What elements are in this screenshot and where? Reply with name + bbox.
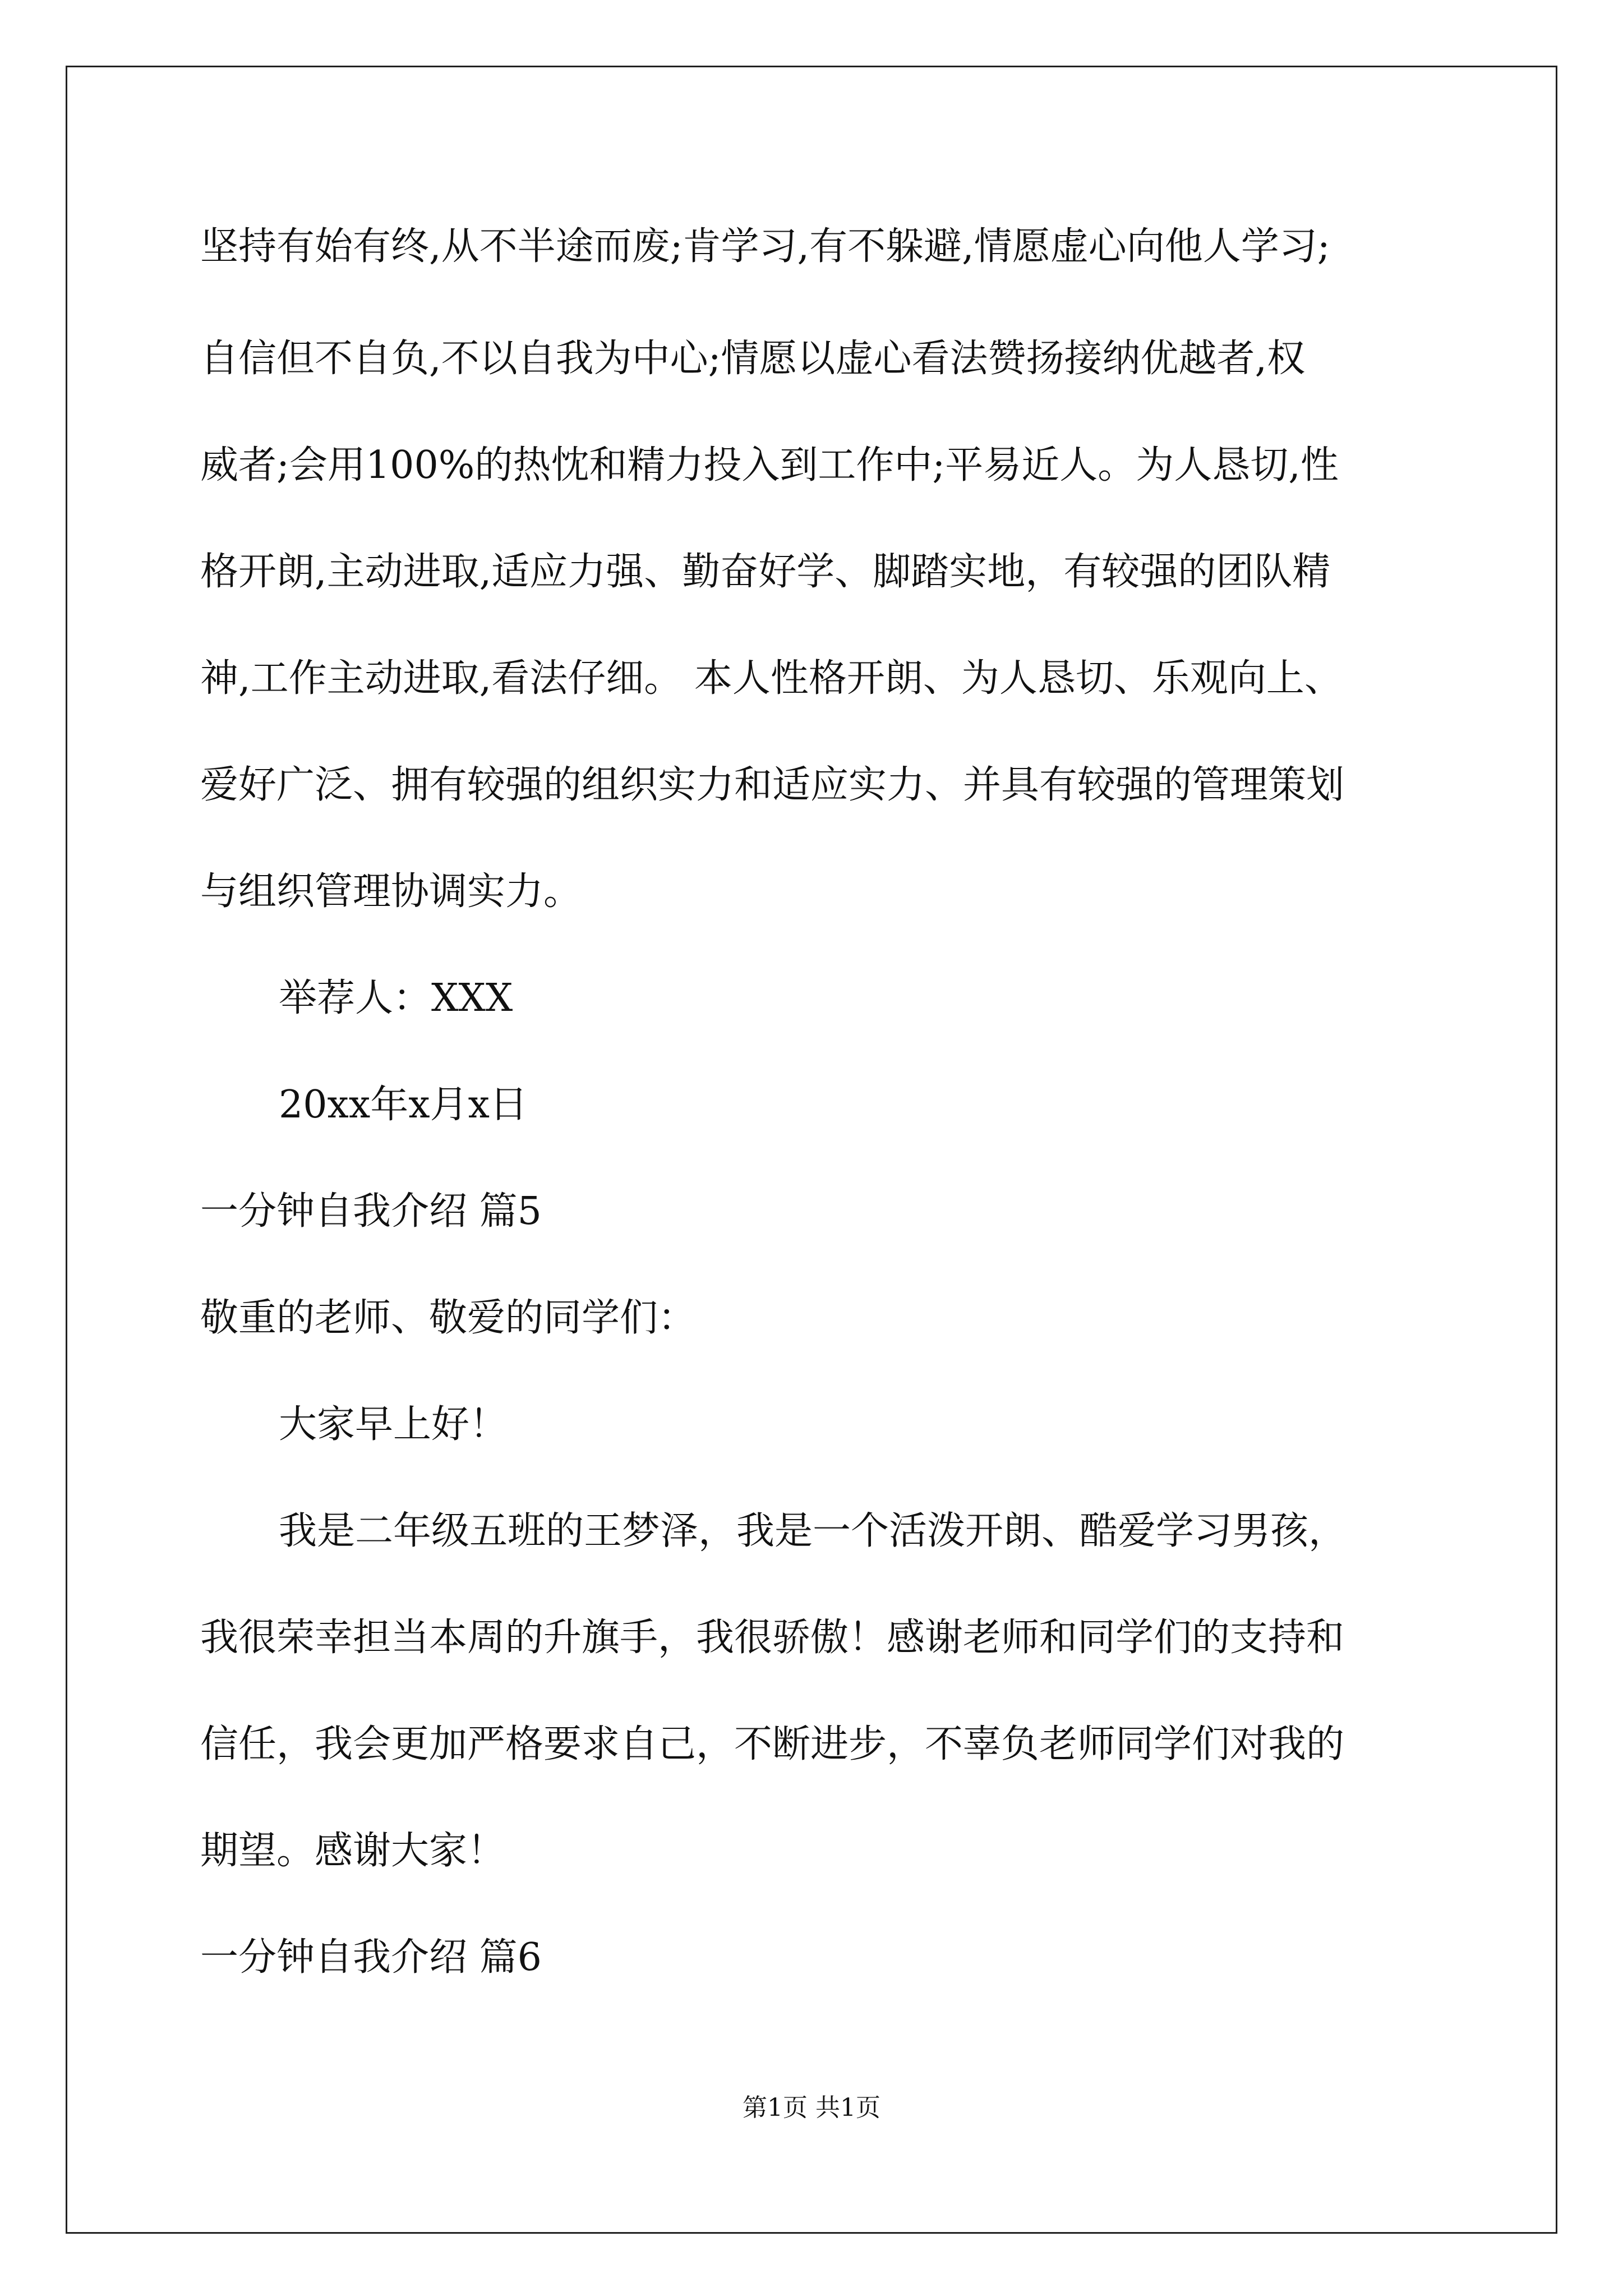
body-line: 爱好广泛、拥有较强的组织实力和适应实力、并具有较强的管理策划	[200, 763, 1345, 807]
body-line: 自信但不自负,不以自我为中心;情愿以虚心看法赞扬接纳优越者,权	[200, 337, 1306, 381]
body-line: 神,工作主动进取,看法仔细。 本人性格开朗、为人恳切、乐观向上、	[200, 656, 1343, 701]
date-line: 20xx年x月x日	[279, 1083, 528, 1127]
body-line: 信任，我会更加严格要求自己，不断进步，不辜负老师同学们对我的	[200, 1722, 1345, 1766]
page-number: 第1页 共1页	[743, 2093, 880, 2122]
section-heading: 一分钟自我介绍 篇6	[200, 1935, 542, 1980]
body-line: 与组织管理协调实力。	[200, 869, 582, 914]
salutation: 敬重的老师、敬爱的同学们：	[200, 1296, 697, 1340]
recommender-line: 举荐人：XXX	[279, 976, 513, 1020]
section-heading: 一分钟自我介绍 篇5	[200, 1189, 542, 1234]
body-line: 我很荣幸担当本周的升旗手，我很骄傲！感谢老师和同学们的支持和	[200, 1616, 1345, 1660]
body-line: 威者;会用100%的热忱和精力投入到工作中;平易近人。为人恳切,性	[200, 443, 1339, 487]
body-line: 我是二年级五班的王梦泽，我是一个活泼开朗、酷爱学习男孩，	[279, 1509, 1347, 1553]
body-line: 坚持有始有终,从不半途而废;肯学习,有不躲避,情愿虚心向他人学习;	[200, 224, 1330, 269]
body-line: 期望。感谢大家！	[200, 1829, 506, 1873]
page-border	[66, 66, 1557, 2234]
greeting: 大家早上好！	[279, 1402, 508, 1447]
body-line: 格开朗,主动进取,适应力强、勤奋好学、脚踏实地，有较强的团队精	[200, 550, 1331, 594]
